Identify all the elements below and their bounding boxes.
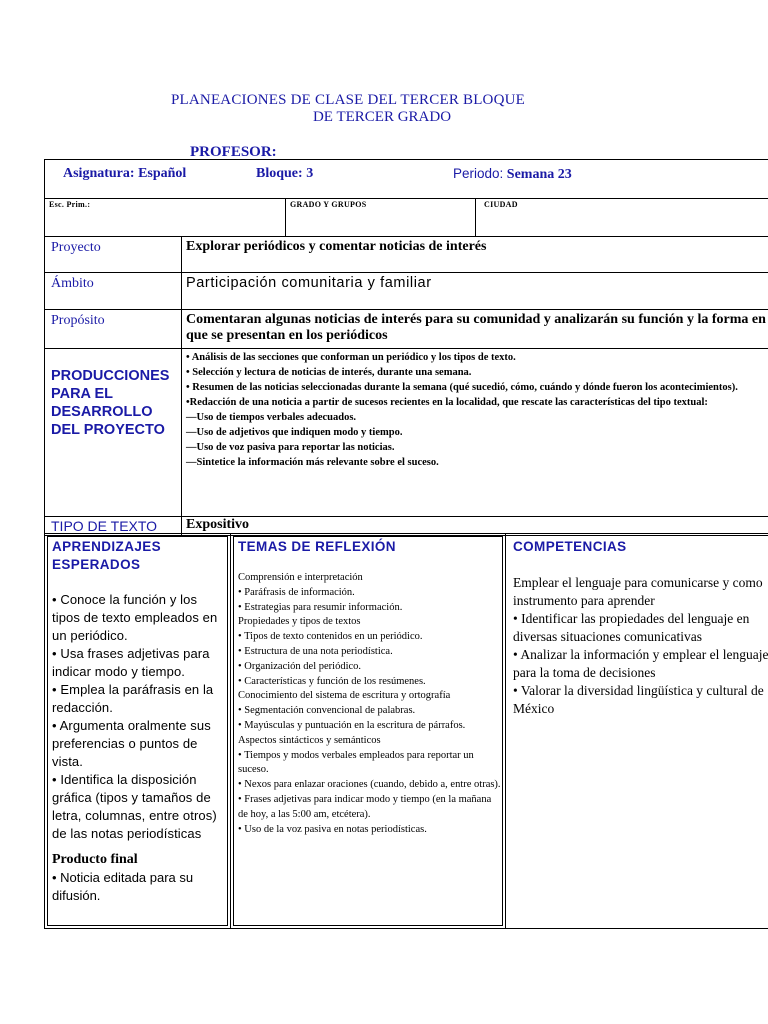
produccion-item-2: • Selección y lectura de noticias de interés, durante una semana. xyxy=(186,367,472,378)
tema-item-4: Propiedades y tipos de textos xyxy=(238,616,361,628)
ciudad-label: CIUDAD xyxy=(484,200,518,209)
ambito-row xyxy=(45,273,768,310)
ambito-label: Ámbito xyxy=(45,273,182,310)
aprendizajes-list xyxy=(52,591,226,843)
competencia-item-4: • Valorar la diversidad lingüística y cultural de México xyxy=(513,683,764,716)
aprendizaje-item-1: • Conoce la función y los tipos de texto empleados en un periódico. xyxy=(52,592,218,643)
tema-item-12: Aspectos sintácticos y semánticos xyxy=(238,734,381,746)
tema-item-2: • Paráfrasis de información. xyxy=(238,586,355,598)
aprendizajes-content xyxy=(52,538,226,905)
grado-cell xyxy=(286,199,476,237)
tema-item-3: • Estrategias para resumir información. xyxy=(238,601,403,613)
esc-prim-label: Esc. Prim.: xyxy=(49,200,91,209)
proposito-row xyxy=(45,310,768,349)
page-subtitle: DE TERCER GRADO xyxy=(312,109,452,125)
producto-final-value: • Noticia editada para su difusión. xyxy=(52,870,194,903)
periodo xyxy=(453,166,572,183)
profesor-label: PROFESOR: xyxy=(190,144,277,160)
aprendizajes-cell xyxy=(45,534,231,929)
producto-final-label: Producto final xyxy=(52,852,138,867)
tema-item-14: • Nexos para enlazar oraciones (cuando, debido a, entre otras). xyxy=(238,779,501,791)
produccion-item-1: • Análisis de las secciones que conforman un periódico y los tipos de texto. xyxy=(186,352,516,363)
proyecto-row xyxy=(45,237,768,273)
ambito-value: Participación comunitaria y familiar xyxy=(182,273,768,310)
asignatura xyxy=(63,166,186,182)
proyecto-value: Explorar periódicos y comentar noticias de interés xyxy=(182,237,768,273)
subject-row xyxy=(45,160,768,199)
produccion-item-4: •Redacción de una noticia a partir de sucesos recientes en la localidad, que rescate las características del tipo textual: xyxy=(186,397,708,408)
periodo-value: Semana 23 xyxy=(506,167,572,182)
learning-table xyxy=(44,533,768,929)
competencias-content xyxy=(513,538,768,718)
aprendizaje-item-2: • Usa frases adjetivas para indicar modo y tiempo. xyxy=(52,646,210,679)
produccion-item-6: —Uso de adjetivos que indiquen modo y tiempo. xyxy=(186,427,403,438)
produccion-item-3: • Resumen de las noticias seleccionadas durante la semana (qué sucedió, cómo, cuándo y dónde fueron los acontecimientos). xyxy=(186,382,738,393)
learning-row xyxy=(45,534,768,929)
aprendizaje-item-3: • Emplea la paráfrasis en la redacción. xyxy=(52,682,214,715)
tipo-label: TIPO DE TEXTO xyxy=(45,517,182,536)
producciones-list xyxy=(182,349,768,517)
aprendizaje-item-4: • Argumenta oralmente sus preferencias o puntos de vista. xyxy=(52,718,211,769)
tema-item-1: Comprensión e interpretación xyxy=(238,572,363,583)
tema-item-7: • Organización del periódico. xyxy=(238,660,362,672)
bloque-value: 3 xyxy=(306,166,314,181)
competencias-list xyxy=(513,574,768,718)
planning-info-table xyxy=(44,159,768,536)
tema-item-9: Conocimiento del sistema de escritura y ortografía xyxy=(238,690,451,702)
asignatura-value: Español xyxy=(138,166,187,181)
tema-item-11: • Mayúsculas y puntuación en la escritura de párrafos. xyxy=(238,719,466,731)
temas-list xyxy=(238,571,501,837)
tema-item-10: • Segmentación convencional de palabras. xyxy=(238,705,416,717)
tema-item-5: • Tipos de texto contenidos en un periódico. xyxy=(238,631,423,643)
tema-item-6: • Estructura de una nota periodística. xyxy=(238,645,393,657)
competencia-item-1: Emplear el lenguaje para comunicarse y como instrumento para aprender xyxy=(513,575,763,608)
subject-cell xyxy=(45,160,768,199)
aprendizajes-heading: APRENDIZAJES ESPERADOS xyxy=(52,539,162,572)
bloque-label: Bloque: xyxy=(256,166,303,181)
tema-item-15: • Frases adjetivas para indicar modo y tiempo (en la mañana de hoy, a las 5:00 am, etcétera). xyxy=(238,793,492,820)
tema-item-16: • Uso de la voz pasiva en notas periodísticas. xyxy=(238,823,427,835)
esc-prim-cell xyxy=(45,199,286,237)
proyecto-label: Proyecto xyxy=(45,237,182,273)
tipo-value: Expositivo xyxy=(182,517,768,536)
ciudad-cell xyxy=(476,199,768,237)
asignatura-label: Asignatura: xyxy=(63,166,135,181)
periodo-label: Periodo: xyxy=(453,166,504,181)
temas-heading: TEMAS DE REFLEXIÓN xyxy=(238,539,396,554)
page-title: PLANEACIONES DE CLASE DEL TERCER BLOQUE xyxy=(170,92,526,108)
tema-item-13: • Tiempos y modos verbales empleados para reportar un suceso. xyxy=(238,749,474,776)
temas-content xyxy=(238,538,501,837)
school-row xyxy=(45,199,768,237)
produccion-item-8: —Sintetice la información más relevante sobre el suceso. xyxy=(186,457,439,468)
tema-item-8: • Características y función de los resúmenes. xyxy=(238,675,426,687)
competencia-item-3: • Analizar la información y emplear el lenguaje para la toma de decisiones xyxy=(513,647,768,680)
competencias-heading: COMPETENCIAS xyxy=(513,539,627,554)
proposito-label: Propósito xyxy=(45,310,182,349)
aprendizaje-item-5: • Identifica la disposición gráfica (tipos y tamaños de letra, columnas, entre otros) de las notas periodísticas xyxy=(52,772,217,841)
proposito-value: Comentaran algunas noticias de interés para su comunidad y analizarán su función y la forma en que se presentan en los periódicos xyxy=(182,310,768,349)
grado-label: GRADO Y GRUPOS xyxy=(290,200,367,209)
produccion-item-5: —Uso de tiempos verbales adecuados. xyxy=(186,412,357,423)
competencias-cell xyxy=(506,534,768,929)
producciones-label: PRODUCCIONES PARA EL DESARROLLO DEL PROYECTO xyxy=(45,349,182,517)
produccion-item-7: —Uso de voz pasiva para reportar las noticias. xyxy=(186,442,395,453)
producciones-row xyxy=(45,349,768,517)
temas-cell xyxy=(231,534,506,929)
competencia-item-2: • Identificar las propiedades del lenguaje en diversas situaciones comunicativas xyxy=(513,611,750,644)
bloque xyxy=(256,166,313,182)
